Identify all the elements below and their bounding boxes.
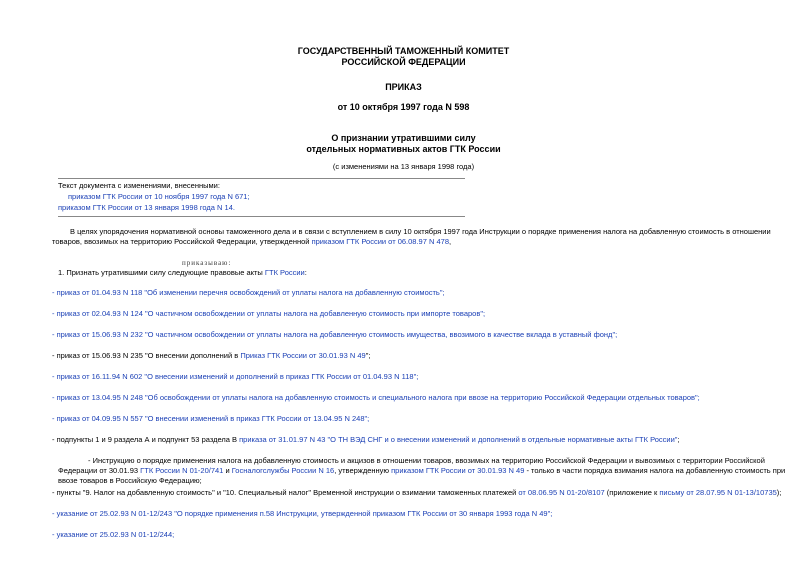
list-item-8-a: - подпункты 1 и 9 раздела А и подпункт 53 раздела В bbox=[52, 435, 240, 444]
list-item-4-link[interactable]: Приказ ГТК России от 30.01.93 N 49 bbox=[240, 351, 366, 360]
list-item-10 bbox=[52, 488, 781, 498]
list-item-4-a: - приказ от 15.06.93 N 235 "О внесении дополнений в bbox=[52, 351, 241, 360]
list-item-12[interactable]: - указание от 25.02.93 N 01-12/244; bbox=[52, 530, 175, 539]
list-item-9-b: и bbox=[223, 466, 232, 475]
list-item-10-a: - пункты "9. Налог на добавленную стоимость" и "10. Специальный налог" Временной инструкции о взимании таможенных платежей bbox=[52, 488, 519, 497]
list-item-9-d: - только в части порядка взимания налога на добавленную стоимость при ввозе товаров в Российскую Федерацию; bbox=[58, 466, 786, 485]
changes-link-2[interactable]: приказом ГТК России от 13 января 1998 года N 14. bbox=[58, 203, 235, 212]
list-item-5[interactable]: - приказ от 16.11.94 N 602 "О внесении изменений и дополнений в приказ ГТК России от 01.04.93 N 118"; bbox=[52, 372, 419, 381]
list-item-3[interactable]: - приказ от 15.06.93 N 232 "О частичном освобождении от уплаты налога на добавленную стоимость имущества, ввозимого в качестве вклада в уставный фонд"; bbox=[52, 330, 618, 339]
preamble bbox=[52, 227, 796, 247]
preamble-link[interactable]: приказом ГТК России от 06.08.97 N 478 bbox=[311, 237, 450, 246]
list-item-10-c: ); bbox=[776, 488, 782, 497]
item1 bbox=[58, 268, 307, 278]
list-item-4 bbox=[52, 351, 370, 361]
preamble-tail: , bbox=[449, 237, 452, 246]
list-item-10-link-2[interactable]: письму от 28.07.95 N 01-13/10735 bbox=[659, 488, 777, 497]
item1-suffix: : bbox=[304, 268, 307, 277]
list-item-10-b: (приложение к bbox=[604, 488, 660, 497]
list-item-10-link-1[interactable]: от 08.06.95 N 01-20/8107 bbox=[518, 488, 605, 497]
org-name-line2: РОССИЙСКОЙ ФЕДЕРАЦИИ bbox=[341, 57, 466, 67]
doc-title-line2: отдельных нормативных актов ГТК России bbox=[306, 144, 501, 154]
list-item-1[interactable]: - приказ от 01.04.93 N 118 "Об изменении перечня освобождений от уплаты налога на добавленную стоимость"; bbox=[52, 288, 445, 297]
changes-intro: Текст документа с изменениями, внесенными: bbox=[58, 181, 220, 190]
list-item-8-link[interactable]: приказа от 31.01.97 N 43 "О ТН ВЭД СНГ и о внесении изменений и дополнений в отдельные нормативные акты ГТК России" bbox=[239, 435, 678, 444]
list-item-9-link-3[interactable]: приказом ГТК России от 30.01.93 N 49 bbox=[391, 466, 525, 475]
list-item-4-b: "; bbox=[365, 351, 371, 360]
doc-type: ПРИКАЗ bbox=[385, 82, 422, 92]
list-item-11[interactable]: - указание от 25.02.93 N 01-12/243 "О порядке применения п.58 Инструкции, утвержденной приказом ГТК России от 30 января 1993 года N 49"; bbox=[52, 509, 553, 518]
orders-word: приказываю: bbox=[182, 259, 232, 267]
divider-bottom bbox=[58, 216, 465, 217]
list-item-9-link-2[interactable]: Госналогслужбы России N 16 bbox=[231, 466, 335, 475]
changes-link-1[interactable]: приказом ГТК России от 10 ноября 1997 года N 671; bbox=[68, 192, 250, 201]
list-item-9-link-1[interactable]: ГТК России N 01-20/741 bbox=[140, 466, 224, 475]
list-item-7[interactable]: - приказ от 04.09.95 N 557 "О внесении изменений в приказ ГТК России от 13.04.95 N 248"; bbox=[52, 414, 370, 423]
org-name-line1: ГОСУДАРСТВЕННЫЙ ТАМОЖЕННЫЙ КОМИТЕТ bbox=[297, 46, 510, 56]
changes-note: (с изменениями на 13 января 1998 года) bbox=[332, 162, 475, 171]
list-item-6[interactable]: - приказ от 13.04.95 N 248 "Об освобождении от уплаты налога на добавленную стоимость и специального налога при ввозе на территорию Российской Федерации отдельных товаров"; bbox=[52, 393, 700, 402]
doc-title-line1: О признании утратившими силу bbox=[331, 133, 476, 143]
item1-prefix: 1. Признать утратившими силу следующие правовые акты bbox=[58, 268, 265, 277]
list-item-8 bbox=[52, 435, 680, 445]
list-item-2[interactable]: - приказ от 02.04.93 N 124 "О частичном освобождении от уплаты налога на добавленную стоимость при импорте товаров"; bbox=[52, 309, 486, 318]
doc-date-number: от 10 октября 1997 года N 598 bbox=[337, 102, 470, 112]
list-item-8-b: ; bbox=[677, 435, 680, 444]
item1-link[interactable]: ГТК России bbox=[264, 268, 305, 277]
list-item-9 bbox=[58, 456, 796, 486]
list-item-9-c: , утвержденную bbox=[334, 466, 392, 475]
divider-top bbox=[58, 178, 465, 179]
preamble-text: В целях упорядочения нормативной основы таможенного дела и в связи с вступлением в силу 10 октября 1997 года Инструкции о порядке применения налога на добавленную стоимость в отношении товаров, ввозимых на территорию Российской Федерации, утвержденной bbox=[52, 227, 771, 246]
list-item-9-a: - Инструкцию о порядке применения налога на добавленную стоимость и акцизов в отношении товаров, ввозимых на территорию Российской Федерации и вывозимых с территории Российской Федерации от 30.01.93 bbox=[58, 456, 765, 475]
